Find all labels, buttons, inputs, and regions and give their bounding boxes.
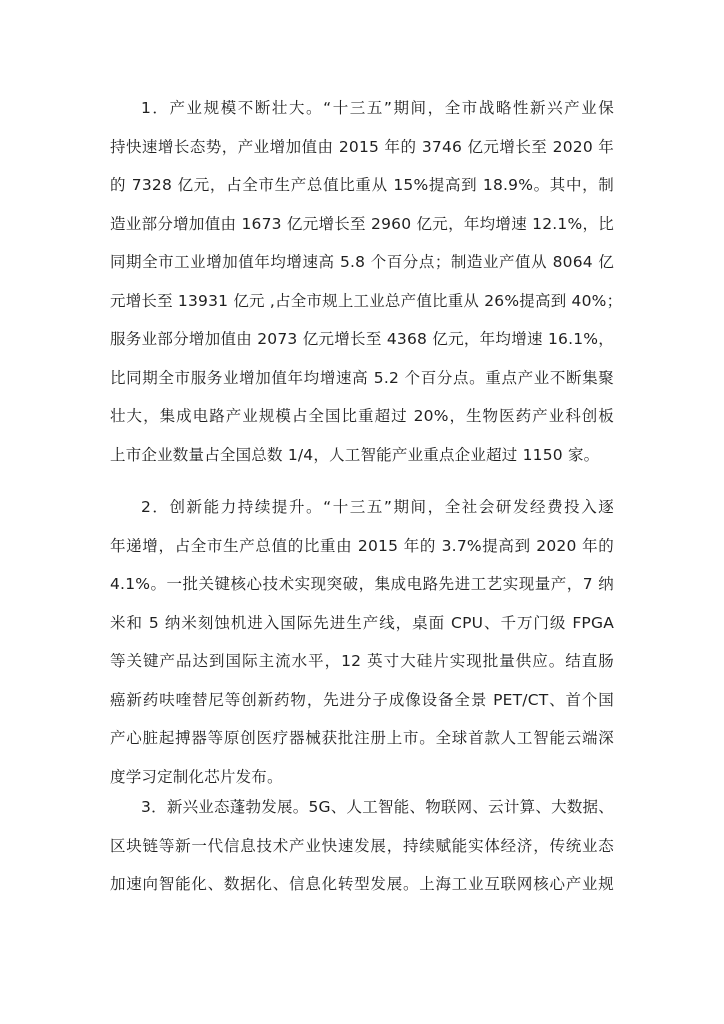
text-line: 加速向智能化、数据化、信息化转型发展。上海工业互联网核心产业规 bbox=[110, 875, 614, 893]
text-line: 年递增，占全市生产总值的比重由 2015 年的 3.7%提高到 2020 年的 bbox=[110, 536, 614, 555]
text-line: 造业部分增加值由 1673 亿元增长至 2960 亿元，年均增速 12.1%，比 bbox=[110, 214, 614, 233]
text-line: 2．创新能力持续提升。“十三五”期间，全社会研发经费投入逐 bbox=[141, 498, 614, 516]
text-line: 上市企业数量占全国总数 1/4，人工智能产业重点企业超过 1150 家。 bbox=[110, 445, 600, 464]
text-line: 癌新药呋喹替尼等创新药物，先进分子成像设备全景 PET/CT、首个国 bbox=[110, 690, 614, 709]
text-line: 的 7328 亿元，占全市生产总值比重从 15%提高到 18.9%。其中，制 bbox=[110, 176, 614, 194]
paragraph-innovation-capacity bbox=[110, 488, 614, 796]
text-line: 持快速增长态势，产业增加值由 2015 年的 3746 亿元增长至 2020 年 bbox=[110, 137, 614, 156]
text-line: 区块链等新一代信息技术产业快速发展，持续赋能实体经济，传统业态 bbox=[110, 836, 614, 855]
text-line: 产心脏起搏器等原创医疗器械获批注册上市。全球首款人工智能云端深 bbox=[110, 729, 614, 747]
text-line: 等关键产品达到国际主流水平，12 英寸大硅片实现批量供应。结直肠 bbox=[110, 652, 614, 670]
text-line: 1．产业规模不断壮大。“十三五”期间，全市战略性新兴产业保 bbox=[141, 99, 614, 117]
paragraph-industry-scale bbox=[110, 89, 623, 474]
text-line: 壮大，集成电路产业规模占全国比重超过 20%，生物医药产业科创板 bbox=[110, 407, 614, 425]
text-line: 同期全市工业增加值年均增速高 5.8 个百分点；制造业产值从 8064 亿 bbox=[110, 253, 614, 271]
text-line: 米和 5 纳米刻蚀机进入国际先进生产线，桌面 CPU、千万门级 FPGA bbox=[110, 613, 614, 632]
text-line: 服务业部分增加值由 2073 亿元增长至 4368 亿元，年均增速 16.1%， bbox=[110, 330, 614, 348]
text-line: 4.1%。一批关键核心技术实现突破，集成电路先进工艺实现量产，7 纳 bbox=[110, 575, 614, 593]
text-line: 3．新兴业态蓬勃发展。5G、人工智能、物联网、云计算、大数据、 bbox=[141, 798, 614, 816]
paragraph-new-business-forms bbox=[110, 788, 614, 904]
text-line: 度学习定制化芯片发布。 bbox=[110, 767, 283, 786]
text-line: 比同期全市服务业增加值年均增速高 5.2 个百分点。重点产业不断集聚 bbox=[110, 368, 614, 387]
text-line: 元增长至 13931 亿元 ,占全市规上工业总产值比重从 26%提高到 40%； bbox=[110, 291, 623, 310]
